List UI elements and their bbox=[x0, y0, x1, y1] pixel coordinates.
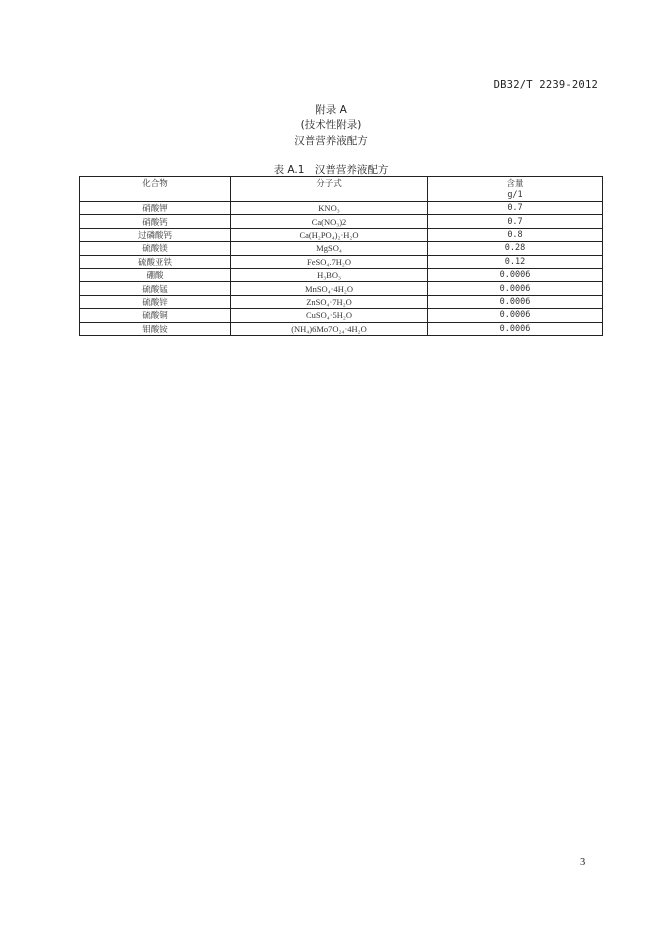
content-cell: 0.28 bbox=[428, 242, 603, 255]
compound-cell: 硫酸锌 bbox=[80, 295, 231, 308]
content-cell: 0.0006 bbox=[428, 309, 603, 322]
formula-cell: MnSO₄·4H₂O bbox=[231, 282, 428, 295]
table-row bbox=[80, 215, 603, 228]
page-number: 3 bbox=[580, 857, 586, 868]
compound-cell: 硼酸 bbox=[80, 268, 231, 281]
compound-cell: 过磷酸钙 bbox=[80, 228, 231, 241]
compound-cell: 硫酸锰 bbox=[80, 282, 231, 295]
formula-cell: (NH₄)6Mo7O₂₄·4H₂O bbox=[231, 322, 428, 335]
formula-cell: Ca(NO₃)2 bbox=[231, 215, 428, 228]
formula-cell: KNO₃ bbox=[231, 202, 428, 215]
table-row bbox=[80, 295, 603, 308]
content-cell: 0.0006 bbox=[428, 295, 603, 308]
formula-cell: Ca(H₂PO₄)₂·H₂O bbox=[231, 228, 428, 241]
compound-cell: 钼酸铵 bbox=[80, 322, 231, 335]
content-cell: 0.8 bbox=[428, 228, 603, 241]
appendix-type: (技术性附录) bbox=[300, 119, 362, 131]
table-row bbox=[80, 202, 603, 215]
content-cell: 0.12 bbox=[428, 255, 603, 268]
formula-cell: FeSO₄.7H₂O bbox=[231, 255, 428, 268]
table-caption: 表 A.1 汉普营养液配方 bbox=[273, 164, 389, 176]
content-cell: 0.7 bbox=[428, 202, 603, 215]
content-cell: 0.0006 bbox=[428, 268, 603, 281]
table-row bbox=[80, 242, 603, 255]
header-content-unit: g/1 bbox=[507, 190, 523, 200]
header-compound: 化合物 bbox=[80, 177, 231, 202]
compound-cell: 硫酸亚铁 bbox=[80, 255, 231, 268]
table-row bbox=[80, 228, 603, 241]
appendix-title: 附录 A bbox=[315, 104, 347, 116]
table-row bbox=[80, 282, 603, 295]
table-row bbox=[80, 309, 603, 322]
formula-cell: H₃BO₃ bbox=[231, 268, 428, 281]
content-cell: 0.0006 bbox=[428, 322, 603, 335]
table-header-row bbox=[80, 177, 603, 202]
formula-cell: CuSO₄·5H₂O bbox=[231, 309, 428, 322]
content-cell: 0.0006 bbox=[428, 282, 603, 295]
header-formula: 分子式 bbox=[231, 177, 428, 202]
compound-cell: 硝酸钾 bbox=[80, 202, 231, 215]
compound-cell: 硫酸镁 bbox=[80, 242, 231, 255]
appendix-name: 汉普营养液配方 bbox=[294, 135, 368, 147]
compound-cell: 硝酸钙 bbox=[80, 215, 231, 228]
header-content bbox=[428, 177, 603, 202]
table-row bbox=[80, 322, 603, 335]
standard-number: DB32/T 2239-2012 bbox=[493, 79, 598, 91]
table-row bbox=[80, 255, 603, 268]
compound-cell: 硫酸铜 bbox=[80, 309, 231, 322]
header-content-label: 含量 bbox=[506, 178, 524, 188]
formula-cell: ZnSO₄·7H₂O bbox=[231, 295, 428, 308]
content-cell: 0.7 bbox=[428, 215, 603, 228]
table-row bbox=[80, 268, 603, 281]
formula-cell: MgSO₄ bbox=[231, 242, 428, 255]
nutrient-formula-table bbox=[79, 176, 603, 336]
